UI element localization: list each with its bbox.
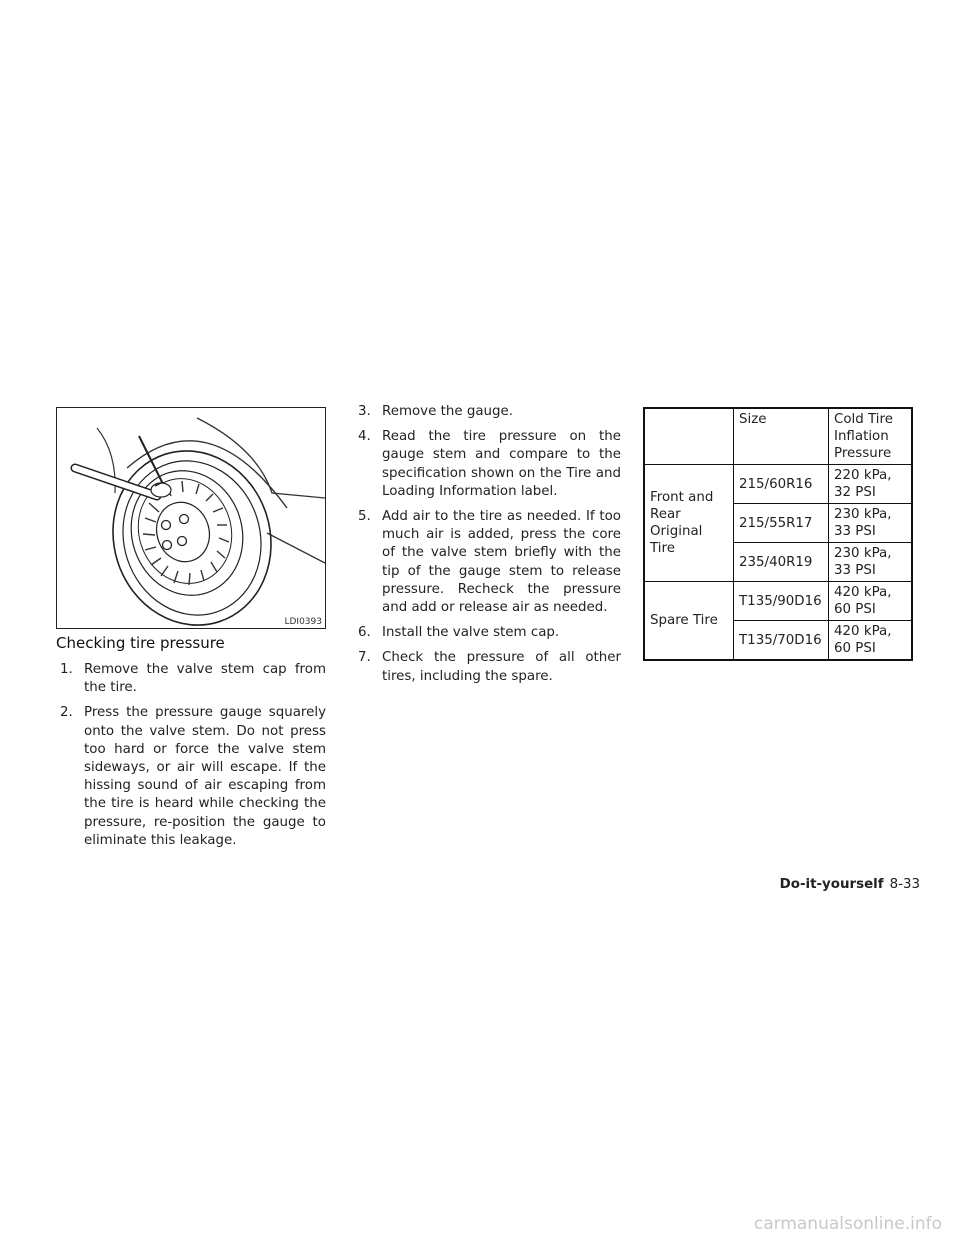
table-cell-size: 215/60R16 xyxy=(734,465,829,504)
table-row xyxy=(644,465,912,504)
page-footer xyxy=(780,877,920,892)
list-item xyxy=(358,624,621,642)
step-text: Press the pressure gauge squarely onto the valve stem. Do not press too hard or force the valve stem sideways, or air will escape. If the hissing sound of air escaping from the tire is heard while checking the pressure, re-position the gauge to eliminate this leakage. xyxy=(84,705,326,848)
table-cell-size: 235/40R19 xyxy=(734,543,829,582)
table-header-pressure: Cold Tire Inflation Pressure xyxy=(829,408,913,465)
footer-page-number: 8-33 xyxy=(889,877,920,892)
table-group-label: Front and Rear Original Tire xyxy=(644,465,734,582)
step-text: Read the tire pressure on the gauge stem and compare to the specification shown on the Tire and Loading Information label. xyxy=(382,429,621,499)
table-cell-size: T135/70D16 xyxy=(734,621,829,661)
table-cell-size: T135/90D16 xyxy=(734,582,829,621)
list-item xyxy=(60,661,326,697)
tire-pressure-table xyxy=(643,407,913,661)
table-header-size: Size xyxy=(734,408,829,465)
section-heading: Checking tire pressure xyxy=(56,634,225,652)
table-cell-pressure: 230 kPa, 33 PSI xyxy=(829,504,913,543)
steps-list-col1 xyxy=(60,661,326,857)
tire-gauge-figure xyxy=(56,407,326,629)
list-item xyxy=(358,508,621,617)
list-item xyxy=(60,704,326,850)
steps-list-col2 xyxy=(358,403,621,693)
step-number: 5. xyxy=(358,509,371,525)
step-text: Add air to the tire as needed. If too much air is added, press the core of the valve stem briefly with the tip of the gauge stem to release pressure. Recheck the pressure and add or release air as needed. xyxy=(382,509,621,616)
figure-code: LDI0393 xyxy=(284,617,322,627)
step-text: Check the pressure of all other tires, including the spare. xyxy=(382,650,621,684)
footer-section: Do-it-yourself xyxy=(779,877,884,892)
step-text: Remove the gauge. xyxy=(382,404,514,419)
table-cell-pressure: 420 kPa, 60 PSI xyxy=(829,621,913,661)
step-number: 1. xyxy=(60,662,73,677)
table-cell-pressure: 230 kPa, 33 PSI xyxy=(829,543,913,582)
step-number: 3. xyxy=(358,404,371,419)
step-number: 4. xyxy=(358,429,371,445)
table-cell-pressure: 420 kPa, 60 PSI xyxy=(829,582,913,621)
list-item xyxy=(358,649,621,685)
watermark: carmanualsonline.info xyxy=(753,1214,942,1234)
step-text: Remove the valve stem cap from the tire. xyxy=(84,662,326,696)
step-text: Install the valve stem cap. xyxy=(382,625,560,641)
list-item xyxy=(358,428,621,501)
table-group-label: Spare Tire xyxy=(644,582,734,661)
table-header-row xyxy=(644,408,912,465)
table-header-empty xyxy=(644,408,734,465)
table-row xyxy=(644,582,912,621)
table-cell-pressure: 220 kPa, 32 PSI xyxy=(829,465,913,504)
step-number: 7. xyxy=(358,650,371,666)
step-number: 6. xyxy=(358,625,371,641)
step-number: 2. xyxy=(60,705,73,721)
table-cell-size: 215/55R17 xyxy=(734,504,829,543)
list-item xyxy=(358,403,621,421)
tire-gauge-illustration-icon xyxy=(57,408,325,628)
